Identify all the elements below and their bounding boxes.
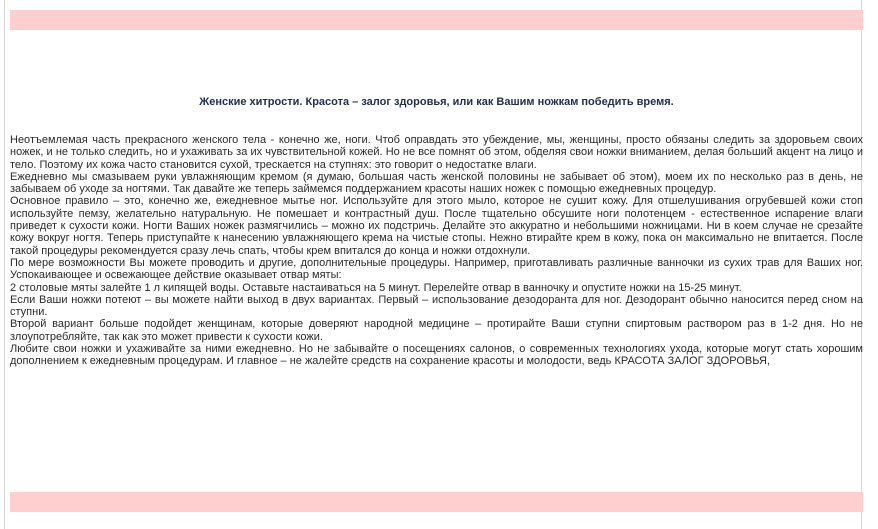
article-paragraph: По мере возможности Вы можете проводить и другие, дополнительные процедуры. Например, приготавливать различные ванночки из сухих трав для Ваших ног. Успокаивающее и освежающее действие оказывает отвар мяты: — [10, 256, 863, 282]
article-paragraph: Если Ваши ножки потеют – вы можете найти выход в двух вариантах. Первый – использование дезодоранта для ног. Дезодорант обычно наносится перед сном на ступни. — [10, 293, 863, 319]
article-paragraph: Неотъемлемая часть прекрасного женского тела - конечно же, ноги. Чтоб оправдать это убеждение, мы, женщины, просто обязаны следить за здоровьем своих ножек, и не только следить, но и ухаживать за их чувствительной кожей. Но не все помнят об этом, обделяя свои ножки вниманием, делая больший акцент на лицо и тело. Поэтому их кожа часто становится сухой, трескается на ступнях: это говорит о недостатке влаги. — [10, 134, 863, 171]
footer-band — [10, 492, 863, 512]
article-paragraph: Ежедневно мы смазываем руки увлажняющим кремом (я думаю, большая часть женской половины не забывает об этом), моем их по несколько раз в день, не забываем об уходе за ногтями. Так давайте же теперь займемся поддержанием красоты наших ножек с помощью ежедневных процедур. — [10, 170, 863, 196]
article-paragraph: Любите свои ножки и ухаживайте за ними ежедневно. Но не забывайте о посещениях салонов, о современных технологиях ухода, которые могут стать хорошим дополнением к ежедневным процедурам. И главное – не жалейте средств на сохранение красоты и молодости, ведь КРАСОТА ЗАЛОГ ЗДОРОВЬЯ, — [10, 343, 863, 368]
article-body — [10, 134, 863, 368]
article-paragraph: Основное правило – это, конечно же, ежедневное мытье ног. Используйте для этого мыло, которое не сушит кожу. Для отшелушивания огрубевшей кожи стоп используйте пемзу, желательно натуральную. Не помешает и контрастный душ. После тщательно обсушите ноги полотенцем - естественное испарение влаги приведет к сухости кожи. Ногти Ваших ножек размягчились – можно их подстричь. Делайте это аккуратно и небольшими ножницами. Ни в коем случае не срезайте кожу вокруг ногтя. Теперь приступайте к нанесению увлажняющего крема на чистые стопы. Нежно втирайте крем в кожу, пока он максимально не впитается. После такой процедуры рекомендуется сразу лечь спать, чтобы крем впитался до конца и ножки отдохнули. — [10, 195, 863, 257]
header-band — [10, 10, 863, 30]
article-paragraph: 2 столовые мяты залейте 1 л кипящей воды. Оставьте настаиваться на 5 минут. Перелейте отвар в ванночку и опустите ножки на 15-25 минут. — [10, 281, 742, 294]
article-paragraph: Второй вариант больше подойдет женщинам, которые доверяют народной медицине – протирайте Ваши ступни спиртовым раствором раз в 1-2 дня. Но не злоупотребляйте, так как это может привести к сухости кожи. — [10, 318, 863, 343]
article-title: Женские хитрости. Красота – залог здоровья, или как Вашим ножкам победить время. — [199, 96, 674, 108]
